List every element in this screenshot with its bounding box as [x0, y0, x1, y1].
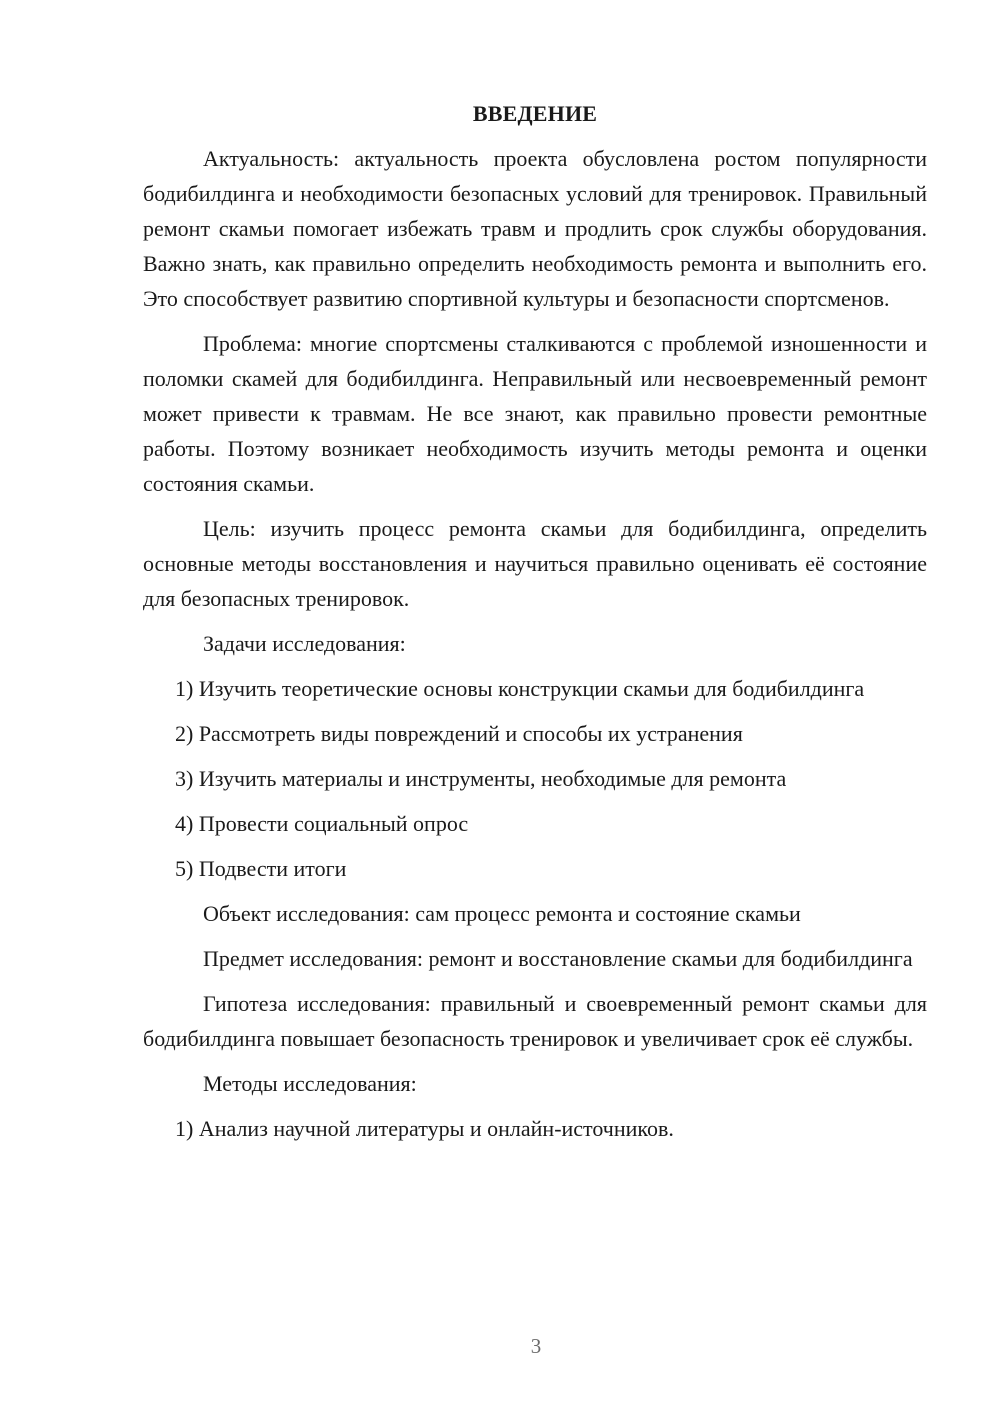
page-number: 3	[530, 1334, 542, 1358]
task-item-2: 2) Рассмотреть виды повреждений и способы их устранения	[175, 721, 743, 746]
problem-paragraph: Проблема: многие спортсмены сталкиваются с проблемой изношенности и поломки скамей для бодибилдинга. Неправильный или несвоевременный ремонт может привести к травмам. Не все знают, как правильно провести ремонтные работы. Поэтому возникает необходимость изучить методы ремонта и оценки состояния скамьи.	[143, 331, 927, 496]
hypothesis-paragraph: Гипотеза исследования: правильный и своевременный ремонт скамьи для бодибилдинга повышает безопасность тренировок и увеличивает срок её службы.	[143, 991, 927, 1051]
method-item-1: 1) Анализ научной литературы и онлайн-источников.	[175, 1116, 674, 1141]
task-item-4: 4) Провести социальный опрос	[175, 811, 469, 836]
task-item-1: 1) Изучить теоретические основы конструкции скамьи для бодибилдинга	[175, 676, 865, 701]
task-item-3: 3) Изучить материалы и инструменты, необходимые для ремонта	[175, 766, 787, 791]
relevance-paragraph: Актуальность: актуальность проекта обусловлена ростом популярности бодибилдинга и необходимости безопасных условий для тренировок. Правильный ремонт скамьи помогает избежать травм и продлить срок службы оборудования. Важно знать, как правильно определить необходимость ремонта и выполнить его. Это способствует развитию спортивной культуры и безопасности спортсменов.	[143, 146, 927, 311]
methods-title: Методы исследования:	[203, 1071, 417, 1096]
goal-paragraph: Цель: изучить процесс ремонта скамьи для бодибилдинга, определить основные методы восстановления и научиться правильно оценивать её состояние для безопасных тренировок.	[143, 516, 927, 611]
object-paragraph: Объект исследования: сам процесс ремонта и состояние скамьи	[203, 901, 801, 926]
task-item-5: 5) Подвести итоги	[175, 856, 347, 881]
page-content	[143, 96, 927, 1156]
subject-paragraph: Предмет исследования: ремонт и восстановление скамьи для бодибилдинга	[203, 946, 913, 971]
tasks-title: Задачи исследования:	[203, 631, 406, 656]
page-heading: ВВЕДЕНИЕ	[472, 101, 598, 126]
